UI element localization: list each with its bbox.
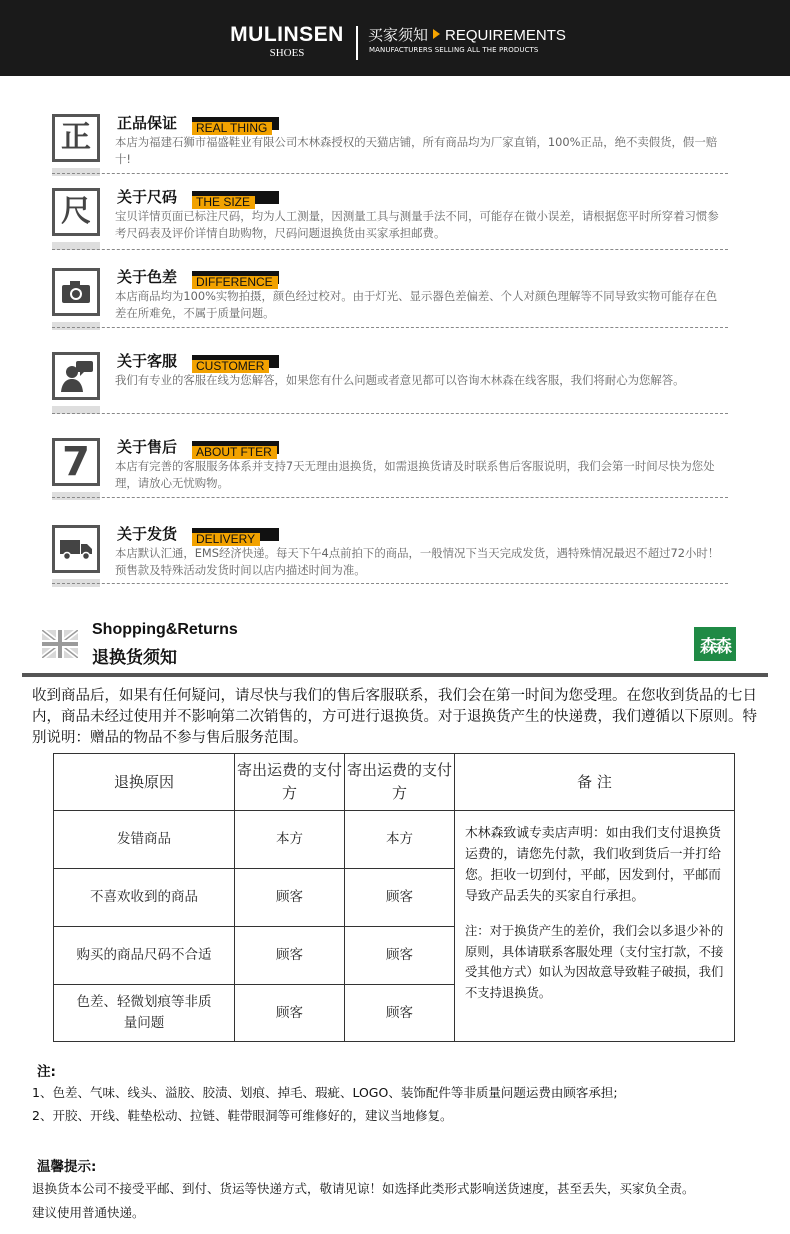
divider <box>52 413 728 414</box>
chi-character-icon: 尺 <box>52 188 100 236</box>
tips-heading: 温馨提示: <box>37 1159 97 1175</box>
policy-title: 正品保证 <box>117 114 178 132</box>
cell-payer: 本方 <box>235 811 345 869</box>
customer-service-icon <box>52 352 100 400</box>
divider <box>52 497 728 498</box>
cell-reason: 色差、轻微划痕等非质量问题 <box>54 985 235 1042</box>
note-item: 2、开胶、开线、鞋垫松动、拉链、鞋带眼洞等可维修好的，建议当地修复。 <box>32 1108 453 1123</box>
camera-icon <box>52 268 100 316</box>
tip-line: 建议使用普通快递。 <box>32 1205 145 1220</box>
returns-title-en: Shopping&Returns <box>92 621 238 638</box>
divider <box>52 583 728 584</box>
returns-title-cn: 退换货须知 <box>92 648 177 668</box>
policy-delivery <box>0 525 790 611</box>
section-bar <box>22 673 768 677</box>
header-remarks: 备 注 <box>455 754 735 811</box>
cell-payer: 本方 <box>345 811 455 869</box>
cell-payer: 顾客 <box>345 869 455 927</box>
policy-after-sales <box>0 438 790 524</box>
policy-text: 宝贝详情页面已标注尺码，均为人工测量，因测量工具与测量手法不同，可能存在微小误差，请根据您平时所穿着习惯参考尺码表及评价详情自助购物，尺码问题退换货由买家承担邮费。 <box>115 209 719 240</box>
policy-title: 关于尺码 <box>117 188 178 206</box>
policy-the-size <box>0 188 790 274</box>
union-flag-icon <box>42 630 78 658</box>
cell-payer: 顾客 <box>345 927 455 985</box>
icon-shadow <box>52 322 100 330</box>
icon-shadow <box>52 168 100 176</box>
header-title <box>368 25 566 46</box>
policy-difference <box>0 268 790 354</box>
header-reason: 退换原因 <box>54 754 235 811</box>
policy-tag: THE SIZE <box>192 191 279 204</box>
divider <box>52 173 728 174</box>
policy-tag: REAL THING <box>192 117 279 130</box>
icon-shadow <box>52 492 100 500</box>
policy-text: 我们有专业的客服在线为您解答，如果您有什么问题或者意见都可以咨询木林森在线客服，我们将耐心为您解答。 <box>115 373 685 387</box>
seven-days-icon: 7 <box>52 438 100 486</box>
tip-line: 退换货本公司不接受平邮、到付、货运等快递方式，敬请见谅！如选择此类形式影响送货速度，甚至丢失，买家负全责。 <box>32 1181 695 1196</box>
brand-name: MULINSEN <box>230 23 344 46</box>
header-payer-2: 寄出运费的支付方 <box>345 754 455 811</box>
delivery-truck-icon <box>52 525 100 573</box>
brand-subtitle: SHOES <box>269 47 305 59</box>
policy-tag: DIFFERENCE <box>192 271 279 284</box>
policy-text: 本店为福建石狮市福盛鞋业有限公司木林森授权的天猫店铺，所有商品均为厂家直销，100%正品，绝不卖假货，假一赔十! <box>115 135 718 166</box>
note-item: 1、色差、气味、线头、溢胶、胶渍、划痕、掉毛、瑕疵、LOGO、装饰配件等非质量问题运费由顾客承担; <box>32 1085 618 1100</box>
delivery-truck-glyph <box>59 537 93 561</box>
policy-tag: CUSTOMER <box>192 355 279 368</box>
header-title-cn: 买家须知 <box>368 26 429 44</box>
arrow-right-icon <box>433 29 440 39</box>
store-statement: 木林森致诚专卖店声明：如由我们支付退换货运费的，请您先付款，我们收到货后一并打给您。拒收一切到付，平邮，因发到付，平邮而导致产品丢失的买家自行承担。 <box>465 826 721 904</box>
policy-tag: ABOUT FTER <box>192 441 279 454</box>
page-header <box>0 0 790 76</box>
header-payer-1: 寄出运费的支付方 <box>235 754 345 811</box>
zheng-character-icon: 正 <box>52 114 100 162</box>
notes-heading: 注: <box>37 1064 56 1080</box>
policy-text: 本店默认汇通，EMS经济快递。每天下午4点前拍下的商品，一般情况下当天完成发货，遇特殊情况最迟不超过72小时！预售款及特殊活动发货时间以店内描述时间为准。 <box>115 546 720 577</box>
camera-glyph <box>61 280 91 304</box>
header-subtitle: MANUFACTURERS SELLING ALL THE PRODUCTS <box>369 46 539 54</box>
policy-customer <box>0 352 790 438</box>
divider <box>52 327 728 328</box>
header-divider <box>356 26 358 60</box>
table-row <box>54 811 735 869</box>
cell-reason: 发错商品 <box>54 811 235 869</box>
remarks-cell <box>455 811 735 1042</box>
returns-intro: 收到商品后，如果有任何疑问，请尽快与我们的售后客服联系，我们会在第一时间为您受理。在您收到货品的七日内，商品未经过使用并不影响第二次销售的，方可进行退换货。对于退换货产生的快递费，我们遵循以下原则。特别说明：赠品的物品不参与售后服务范围。 <box>32 688 757 746</box>
cell-payer: 顾客 <box>235 927 345 985</box>
policy-title: 关于售后 <box>117 438 178 456</box>
cell-payer: 顾客 <box>235 985 345 1042</box>
customer-service-glyph <box>58 358 94 394</box>
policy-title: 关于色差 <box>117 268 178 286</box>
policy-text: 本店商品均为100%实物拍摄，颜色经过校对。由于灯光、显示器色差偏差、个人对颜色理解等不同导致实物可能存在色差在所难免，不属于质量问题。 <box>115 289 718 320</box>
cell-payer: 顾客 <box>235 869 345 927</box>
divider <box>52 249 728 250</box>
policy-text: 本店有完善的客服服务体系并支持7天无理由退换货，如需退换货请及时联系售后客服说明，我们会第一时间尽快为您处理，请放心无忧购物。 <box>115 459 715 490</box>
cell-reason: 购买的商品尺码不合适 <box>54 927 235 985</box>
brand-logo <box>222 24 352 60</box>
policy-tag: DELIVERY <box>192 528 279 541</box>
returns-table <box>53 753 735 1042</box>
cell-reason: 不喜欢收到的商品 <box>54 869 235 927</box>
table-header-row <box>54 754 735 811</box>
cell-payer: 顾客 <box>345 985 455 1042</box>
header-title-en: REQUIREMENTS <box>445 27 566 44</box>
policy-title: 关于客服 <box>117 352 178 370</box>
price-difference-note: 注：对于换货产生的差价，我们会以多退少补的原则，具体请联系客服处理（支付宝打款，不接受其他方式）如认为因故意导致鞋子破损，我们不支持退换货。 <box>465 924 724 1000</box>
policy-title: 关于发货 <box>117 525 178 543</box>
store-logo: 森森 <box>694 627 736 661</box>
